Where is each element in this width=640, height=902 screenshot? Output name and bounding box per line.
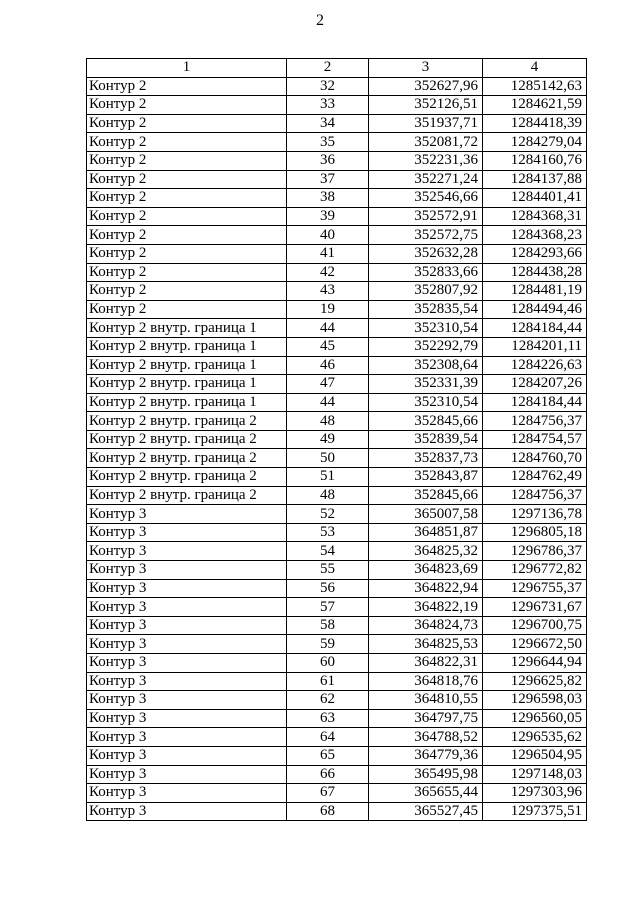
point-number-cell: 56 (287, 579, 369, 598)
table-row (87, 263, 587, 282)
contour-name-cell: Контур 2 (87, 226, 287, 245)
x-coordinate-cell: 365007,58 (369, 505, 483, 524)
point-number-cell: 54 (287, 542, 369, 561)
table-row (87, 616, 587, 635)
y-coordinate-cell: 1284279,04 (483, 133, 587, 152)
contour-name-cell: Контур 3 (87, 654, 287, 673)
x-coordinate-cell: 364822,19 (369, 598, 483, 617)
table-row (87, 579, 587, 598)
table-row (87, 746, 587, 765)
contour-name-cell: Контур 2 внутр. граница 1 (87, 393, 287, 412)
contour-name-cell: Контур 2 (87, 77, 287, 96)
x-coordinate-cell: 351937,71 (369, 114, 483, 133)
y-coordinate-cell: 1284226,63 (483, 356, 587, 375)
table-row (87, 189, 587, 208)
table-row (87, 672, 587, 691)
table-row (87, 412, 587, 431)
table-row (87, 802, 587, 821)
x-coordinate-cell: 352807,92 (369, 282, 483, 301)
contour-name-cell: Контур 2 внутр. граница 2 (87, 412, 287, 431)
y-coordinate-cell: 1284137,88 (483, 170, 587, 189)
contour-name-cell: Контур 3 (87, 616, 287, 635)
x-coordinate-cell: 352081,72 (369, 133, 483, 152)
point-number-cell: 49 (287, 430, 369, 449)
point-number-cell: 46 (287, 356, 369, 375)
table-row (87, 77, 587, 96)
table-row (87, 337, 587, 356)
table-row (87, 449, 587, 468)
contour-name-cell: Контур 3 (87, 691, 287, 710)
y-coordinate-cell: 1296755,37 (483, 579, 587, 598)
x-coordinate-cell: 364851,87 (369, 523, 483, 542)
x-coordinate-cell: 352835,54 (369, 300, 483, 319)
point-number-cell: 67 (287, 784, 369, 803)
table-row (87, 207, 587, 226)
table-row (87, 468, 587, 487)
point-number-cell: 62 (287, 691, 369, 710)
x-coordinate-cell: 365495,98 (369, 765, 483, 784)
contour-name-cell: Контур 2 внутр. граница 2 (87, 449, 287, 468)
y-coordinate-cell: 1284762,49 (483, 468, 587, 487)
x-coordinate-cell: 364810,55 (369, 691, 483, 710)
page-number: 2 (316, 12, 324, 29)
y-coordinate-cell: 1284368,31 (483, 207, 587, 226)
point-number-cell: 48 (287, 412, 369, 431)
x-coordinate-cell: 364822,31 (369, 654, 483, 673)
y-coordinate-cell: 1284368,23 (483, 226, 587, 245)
point-number-cell: 52 (287, 505, 369, 524)
column-header-4: 4 (483, 59, 587, 78)
contour-name-cell: Контур 3 (87, 746, 287, 765)
table-row (87, 170, 587, 189)
point-number-cell: 41 (287, 244, 369, 263)
column-header-1: 1 (87, 59, 287, 78)
table-row (87, 728, 587, 747)
y-coordinate-cell: 1284293,66 (483, 244, 587, 263)
y-coordinate-cell: 1297148,03 (483, 765, 587, 784)
table-row (87, 282, 587, 301)
y-coordinate-cell: 1296672,50 (483, 635, 587, 654)
contour-name-cell: Контур 3 (87, 765, 287, 784)
column-header-3: 3 (369, 59, 483, 78)
x-coordinate-cell: 364797,75 (369, 709, 483, 728)
y-coordinate-cell: 1296625,82 (483, 672, 587, 691)
point-number-cell: 66 (287, 765, 369, 784)
table-row (87, 523, 587, 542)
y-coordinate-cell: 1284401,41 (483, 189, 587, 208)
x-coordinate-cell: 364818,76 (369, 672, 483, 691)
y-coordinate-cell: 1284754,57 (483, 430, 587, 449)
x-coordinate-cell: 364825,53 (369, 635, 483, 654)
point-number-cell: 63 (287, 709, 369, 728)
x-coordinate-cell: 364825,32 (369, 542, 483, 561)
y-coordinate-cell: 1284481,19 (483, 282, 587, 301)
x-coordinate-cell: 352310,54 (369, 393, 483, 412)
point-number-cell: 48 (287, 486, 369, 505)
contour-name-cell: Контур 3 (87, 598, 287, 617)
contour-name-cell: Контур 2 (87, 244, 287, 263)
x-coordinate-cell: 352627,96 (369, 77, 483, 96)
header-row (87, 59, 587, 78)
point-number-cell: 33 (287, 96, 369, 115)
y-coordinate-cell: 1297303,96 (483, 784, 587, 803)
point-number-cell: 58 (287, 616, 369, 635)
contour-name-cell: Контур 2 (87, 207, 287, 226)
table-row (87, 505, 587, 524)
y-coordinate-cell: 1284418,39 (483, 114, 587, 133)
point-number-cell: 55 (287, 561, 369, 580)
y-coordinate-cell: 1284184,44 (483, 393, 587, 412)
y-coordinate-cell: 1284621,59 (483, 96, 587, 115)
y-coordinate-cell: 1296786,37 (483, 542, 587, 561)
y-coordinate-cell: 1296731,67 (483, 598, 587, 617)
table-row (87, 393, 587, 412)
y-coordinate-cell: 1284160,76 (483, 151, 587, 170)
x-coordinate-cell: 352292,79 (369, 337, 483, 356)
point-number-cell: 34 (287, 114, 369, 133)
x-coordinate-cell: 352843,87 (369, 468, 483, 487)
x-coordinate-cell: 352231,36 (369, 151, 483, 170)
point-number-cell: 64 (287, 728, 369, 747)
table-row (87, 654, 587, 673)
table-row (87, 151, 587, 170)
y-coordinate-cell: 1296805,18 (483, 523, 587, 542)
table-row (87, 542, 587, 561)
point-number-cell: 47 (287, 375, 369, 394)
contour-name-cell: Контур 2 внутр. граница 1 (87, 356, 287, 375)
y-coordinate-cell: 1297375,51 (483, 802, 587, 821)
table-row (87, 765, 587, 784)
y-coordinate-cell: 1285142,63 (483, 77, 587, 96)
x-coordinate-cell: 352845,66 (369, 412, 483, 431)
point-number-cell: 68 (287, 802, 369, 821)
table-row (87, 226, 587, 245)
contour-name-cell: Контур 3 (87, 728, 287, 747)
point-number-cell: 32 (287, 77, 369, 96)
y-coordinate-cell: 1284756,37 (483, 486, 587, 505)
contour-name-cell: Контур 2 (87, 300, 287, 319)
contour-name-cell: Контур 2 внутр. граница 2 (87, 468, 287, 487)
point-number-cell: 44 (287, 319, 369, 338)
x-coordinate-cell: 352572,75 (369, 226, 483, 245)
contour-name-cell: Контур 3 (87, 561, 287, 580)
contour-name-cell: Контур 3 (87, 672, 287, 691)
contour-name-cell: Контур 3 (87, 709, 287, 728)
point-number-cell: 61 (287, 672, 369, 691)
table-row (87, 598, 587, 617)
point-number-cell: 35 (287, 133, 369, 152)
table-row (87, 784, 587, 803)
y-coordinate-cell: 1284184,44 (483, 319, 587, 338)
point-number-cell: 57 (287, 598, 369, 617)
y-coordinate-cell: 1284756,37 (483, 412, 587, 431)
table-body (87, 77, 587, 821)
table-row (87, 300, 587, 319)
table-row (87, 635, 587, 654)
contour-name-cell: Контур 2 (87, 189, 287, 208)
x-coordinate-cell: 352271,24 (369, 170, 483, 189)
x-coordinate-cell: 364823,69 (369, 561, 483, 580)
y-coordinate-cell: 1296504,95 (483, 746, 587, 765)
point-number-cell: 37 (287, 170, 369, 189)
x-coordinate-cell: 364824,73 (369, 616, 483, 635)
table-row (87, 133, 587, 152)
table-header (87, 59, 587, 78)
y-coordinate-cell: 1284207,26 (483, 375, 587, 394)
x-coordinate-cell: 364779,36 (369, 746, 483, 765)
point-number-cell: 38 (287, 189, 369, 208)
contour-name-cell: Контур 2 (87, 133, 287, 152)
table-row (87, 691, 587, 710)
y-coordinate-cell: 1297136,78 (483, 505, 587, 524)
contour-name-cell: Контур 2 внутр. граница 1 (87, 375, 287, 394)
x-coordinate-cell: 364822,94 (369, 579, 483, 598)
point-number-cell: 65 (287, 746, 369, 765)
x-coordinate-cell: 352833,66 (369, 263, 483, 282)
table-row (87, 561, 587, 580)
x-coordinate-cell: 352126,51 (369, 96, 483, 115)
y-coordinate-cell: 1284494,46 (483, 300, 587, 319)
contour-name-cell: Контур 2 внутр. граница 1 (87, 337, 287, 356)
contour-name-cell: Контур 3 (87, 505, 287, 524)
point-number-cell: 60 (287, 654, 369, 673)
table-row (87, 114, 587, 133)
table-row (87, 356, 587, 375)
contour-name-cell: Контур 2 (87, 263, 287, 282)
table-row (87, 244, 587, 263)
x-coordinate-cell: 352310,54 (369, 319, 483, 338)
y-coordinate-cell: 1296535,62 (483, 728, 587, 747)
contour-name-cell: Контур 3 (87, 523, 287, 542)
y-coordinate-cell: 1284201,11 (483, 337, 587, 356)
x-coordinate-cell: 352837,73 (369, 449, 483, 468)
point-number-cell: 36 (287, 151, 369, 170)
point-number-cell: 59 (287, 635, 369, 654)
y-coordinate-cell: 1296644,94 (483, 654, 587, 673)
x-coordinate-cell: 352845,66 (369, 486, 483, 505)
y-coordinate-cell: 1296772,82 (483, 561, 587, 580)
contour-name-cell: Контур 3 (87, 635, 287, 654)
y-coordinate-cell: 1296598,03 (483, 691, 587, 710)
coordinates-table (86, 58, 587, 821)
table-row (87, 319, 587, 338)
contour-name-cell: Контур 2 внутр. граница 1 (87, 319, 287, 338)
x-coordinate-cell: 352632,28 (369, 244, 483, 263)
point-number-cell: 50 (287, 449, 369, 468)
contour-name-cell: Контур 2 (87, 170, 287, 189)
x-coordinate-cell: 364788,52 (369, 728, 483, 747)
point-number-cell: 39 (287, 207, 369, 226)
table-row (87, 96, 587, 115)
table-row (87, 709, 587, 728)
point-number-cell: 42 (287, 263, 369, 282)
point-number-cell: 44 (287, 393, 369, 412)
y-coordinate-cell: 1284760,70 (483, 449, 587, 468)
x-coordinate-cell: 365527,45 (369, 802, 483, 821)
y-coordinate-cell: 1296700,75 (483, 616, 587, 635)
point-number-cell: 53 (287, 523, 369, 542)
contour-name-cell: Контур 3 (87, 579, 287, 598)
table-row (87, 375, 587, 394)
table-row (87, 486, 587, 505)
point-number-cell: 19 (287, 300, 369, 319)
x-coordinate-cell: 352839,54 (369, 430, 483, 449)
x-coordinate-cell: 352308,64 (369, 356, 483, 375)
table-row (87, 430, 587, 449)
point-number-cell: 51 (287, 468, 369, 487)
point-number-cell: 43 (287, 282, 369, 301)
point-number-cell: 40 (287, 226, 369, 245)
y-coordinate-cell: 1284438,28 (483, 263, 587, 282)
contour-name-cell: Контур 3 (87, 784, 287, 803)
contour-name-cell: Контур 2 внутр. граница 2 (87, 430, 287, 449)
x-coordinate-cell: 352546,66 (369, 189, 483, 208)
point-number-cell: 45 (287, 337, 369, 356)
contour-name-cell: Контур 2 (87, 282, 287, 301)
contour-name-cell: Контур 3 (87, 542, 287, 561)
x-coordinate-cell: 365655,44 (369, 784, 483, 803)
contour-name-cell: Контур 2 (87, 114, 287, 133)
contour-name-cell: Контур 2 (87, 151, 287, 170)
x-coordinate-cell: 352331,39 (369, 375, 483, 394)
column-header-2: 2 (287, 59, 369, 78)
contour-name-cell: Контур 2 (87, 96, 287, 115)
contour-name-cell: Контур 2 внутр. граница 2 (87, 486, 287, 505)
y-coordinate-cell: 1296560,05 (483, 709, 587, 728)
x-coordinate-cell: 352572,91 (369, 207, 483, 226)
contour-name-cell: Контур 3 (87, 802, 287, 821)
